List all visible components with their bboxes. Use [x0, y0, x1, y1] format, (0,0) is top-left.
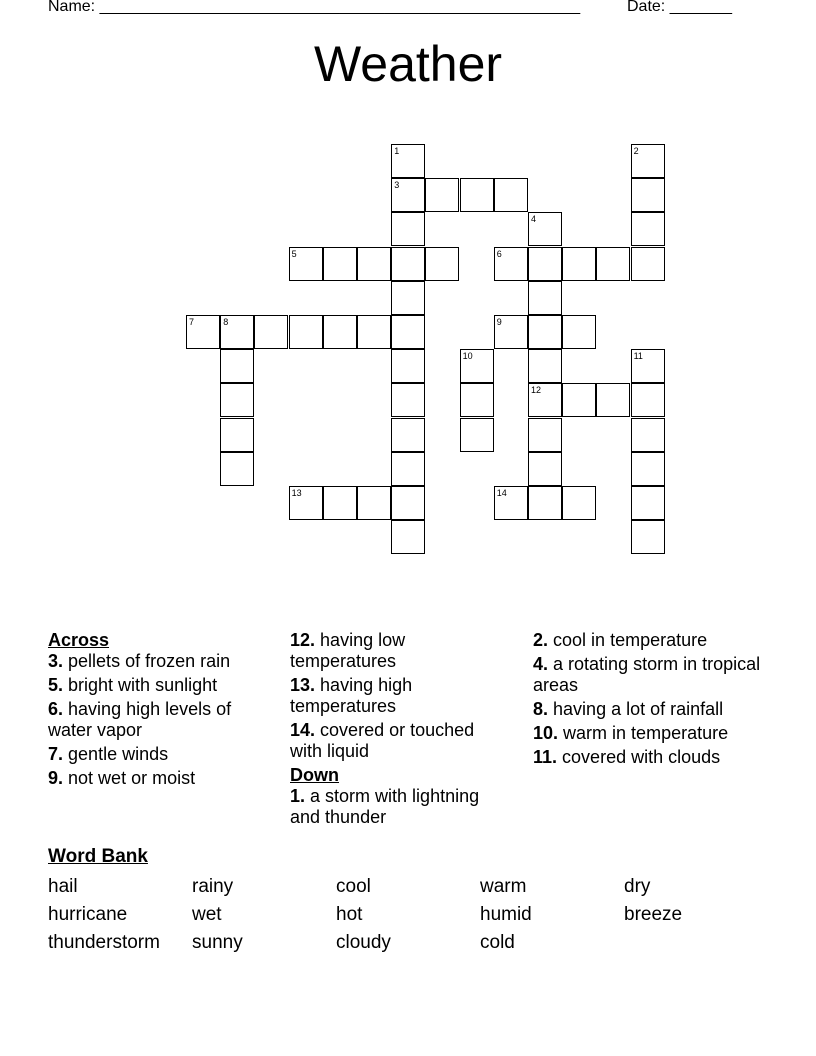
- grid-cell[interactable]: [391, 281, 425, 315]
- grid-cell[interactable]: [528, 315, 562, 349]
- grid-cell[interactable]: [562, 383, 596, 417]
- word-bank-item: warm: [480, 876, 527, 897]
- cell-number: 9: [496, 317, 502, 327]
- across-clue: 14. covered or touched with liquid: [290, 720, 475, 761]
- clue-column-1: [48, 630, 278, 792]
- clue-column-2: [290, 630, 510, 831]
- grid-cell[interactable]: [391, 144, 425, 178]
- grid-cell[interactable]: [323, 486, 357, 520]
- grid-cell[interactable]: [528, 247, 562, 281]
- grid-cell[interactable]: [631, 178, 665, 212]
- grid-cell[interactable]: [425, 178, 459, 212]
- grid-cell[interactable]: [220, 349, 254, 383]
- grid-cell[interactable]: [289, 247, 323, 281]
- grid-cell[interactable]: [562, 486, 596, 520]
- across-clue: 12. having low temperatures: [290, 630, 406, 671]
- down-heading: Down: [290, 765, 339, 785]
- across-clue: 3. pellets of frozen rain: [48, 651, 231, 671]
- grid-cell[interactable]: [631, 520, 665, 554]
- across-clue: 5. bright with sunlight: [48, 675, 218, 695]
- across-clue: 13. having high temperatures: [290, 675, 413, 716]
- grid-cell[interactable]: [631, 247, 665, 281]
- cell-number: 11: [633, 351, 643, 362]
- cell-number: 13: [291, 488, 302, 498]
- grid-cell[interactable]: [220, 452, 254, 486]
- grid-cell[interactable]: [631, 383, 665, 417]
- word-bank-item: sunny: [192, 932, 243, 953]
- word-bank-item: cloudy: [336, 932, 391, 953]
- grid-cell[interactable]: [391, 383, 425, 417]
- across-clue: 6. having high levels of water vapor: [48, 699, 232, 740]
- word-bank-heading: Word Bank: [48, 846, 148, 867]
- word-bank-item: hurricane: [48, 904, 128, 925]
- grid-cell[interactable]: [460, 383, 494, 417]
- grid-cell[interactable]: [391, 349, 425, 383]
- name-field-line: Name: ______________________________________________________: [48, 0, 581, 15]
- cell-number: 7: [189, 317, 195, 327]
- grid-cell[interactable]: [528, 452, 562, 486]
- grid-cell[interactable]: [631, 486, 665, 520]
- grid-cell[interactable]: [357, 315, 391, 349]
- grid-cell[interactable]: [391, 486, 425, 520]
- grid-cell[interactable]: [460, 418, 494, 452]
- grid-cell[interactable]: [220, 418, 254, 452]
- grid-cell[interactable]: [528, 418, 562, 452]
- grid-cell[interactable]: [631, 452, 665, 486]
- down-clue: 11. covered with clouds: [533, 747, 721, 767]
- across-heading: Across: [48, 630, 110, 650]
- grid-cell[interactable]: [562, 247, 596, 281]
- grid-cell[interactable]: [289, 486, 323, 520]
- grid-cell[interactable]: [357, 486, 391, 520]
- grid-cell[interactable]: [494, 486, 528, 520]
- cell-number: 14: [496, 488, 507, 498]
- down-clue: 2. cool in temperature: [533, 630, 708, 650]
- grid-cell[interactable]: [596, 247, 630, 281]
- grid-cell[interactable]: [596, 383, 630, 417]
- cell-number: 2: [633, 146, 639, 156]
- word-bank-item: cold: [480, 932, 515, 953]
- grid-cell[interactable]: [494, 247, 528, 281]
- grid-cell[interactable]: [425, 247, 459, 281]
- cell-number: 4: [531, 214, 537, 225]
- grid-cell[interactable]: [323, 247, 357, 281]
- grid-cell[interactable]: [562, 315, 596, 349]
- cell-number: 3: [394, 180, 400, 191]
- word-bank-item: wet: [192, 904, 222, 925]
- word-bank-item: dry: [624, 876, 651, 897]
- grid-cell[interactable]: [323, 315, 357, 349]
- across-clue: 9. not wet or moist: [48, 768, 196, 788]
- grid-cell[interactable]: [528, 486, 562, 520]
- grid-cell[interactable]: [391, 212, 425, 246]
- page-title: Weather: [313, 36, 503, 92]
- cell-number: 10: [462, 351, 473, 362]
- grid-cell[interactable]: [220, 383, 254, 417]
- grid-cell[interactable]: [631, 418, 665, 452]
- word-bank-item: rainy: [192, 876, 234, 897]
- cell-number: 8: [223, 317, 229, 327]
- word-bank-item: humid: [480, 904, 532, 925]
- word-bank-item: thunderstorm: [48, 932, 160, 953]
- grid-cell[interactable]: [494, 315, 528, 349]
- cell-number: 6: [496, 248, 502, 259]
- grid-cell[interactable]: [254, 315, 288, 349]
- grid-cell[interactable]: [528, 383, 562, 417]
- grid-cell[interactable]: [494, 178, 528, 212]
- down-clue: 8. having a lot of rainfall: [533, 699, 724, 719]
- grid-cell[interactable]: [631, 144, 665, 178]
- grid-cell[interactable]: [391, 178, 425, 212]
- grid-cell[interactable]: [391, 418, 425, 452]
- grid-cell[interactable]: [528, 349, 562, 383]
- grid-cell[interactable]: [391, 520, 425, 554]
- word-bank-item: hot: [336, 904, 363, 925]
- grid-cell[interactable]: [460, 178, 494, 212]
- grid-cell[interactable]: [528, 212, 562, 246]
- cell-number: 12: [531, 385, 542, 396]
- grid-cell[interactable]: [631, 349, 665, 383]
- grid-cell[interactable]: [391, 247, 425, 281]
- grid-cell[interactable]: [460, 349, 494, 383]
- clue-column-3: [533, 630, 763, 771]
- cell-number: 5: [291, 248, 297, 259]
- grid-cell[interactable]: [631, 212, 665, 246]
- cell-number: 1: [394, 146, 400, 156]
- grid-cell[interactable]: [220, 315, 254, 349]
- grid-cell[interactable]: [391, 315, 425, 349]
- grid-cell[interactable]: [289, 315, 323, 349]
- date-field-line: Date: _______: [627, 0, 732, 15]
- grid-cell[interactable]: [186, 315, 220, 349]
- down-clue: 1. a storm with lightning and thunder: [290, 786, 480, 827]
- grid-cell[interactable]: [391, 452, 425, 486]
- word-bank-item: cool: [336, 876, 371, 897]
- across-clue: 7. gentle winds: [48, 744, 169, 764]
- down-clue: 10. warm in temperature: [533, 723, 729, 743]
- word-bank-item: hail: [48, 876, 78, 897]
- grid-cell[interactable]: [528, 281, 562, 315]
- word-bank-item: breeze: [624, 904, 683, 925]
- grid-cell[interactable]: [357, 247, 391, 281]
- down-clue: 4. a rotating storm in tropical areas: [533, 654, 761, 695]
